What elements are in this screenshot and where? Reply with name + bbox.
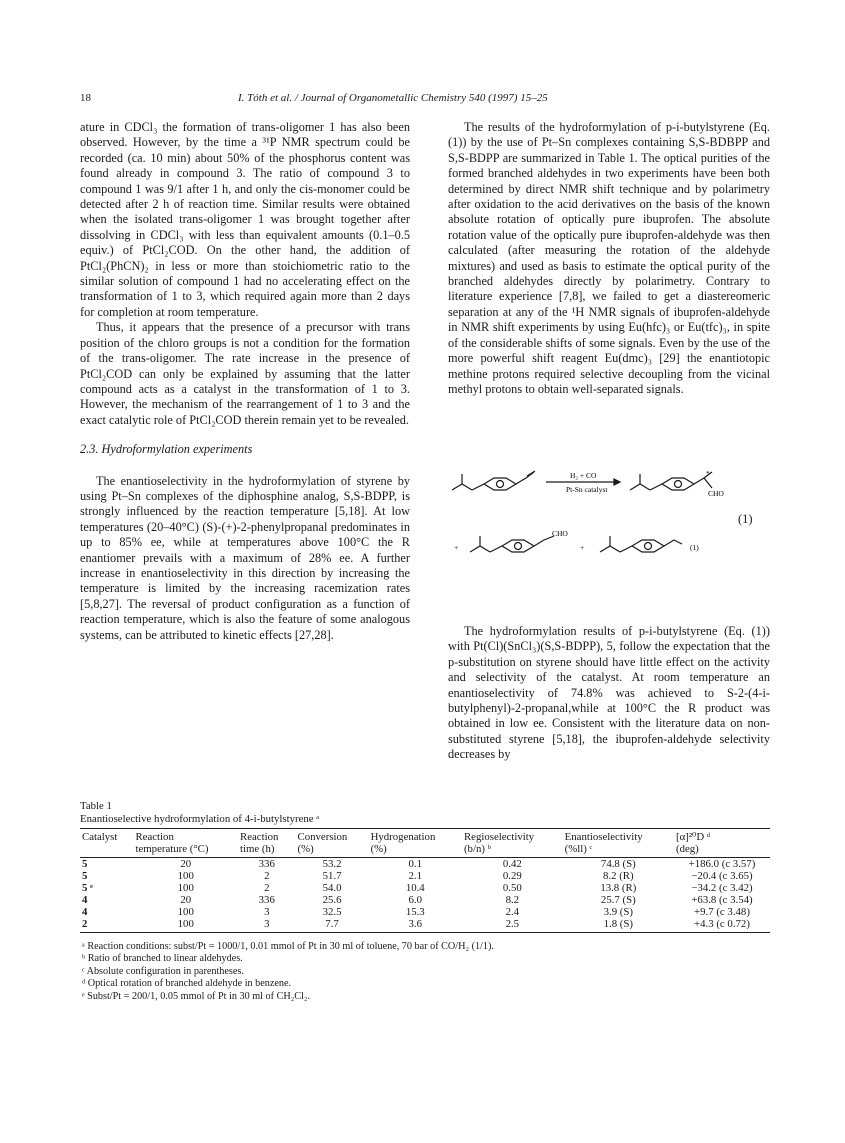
reaction-scheme: [450, 470, 770, 600]
right-paragraph-2: The hydroformylation results of p-i-butylstyrene (Eq. (1)) with Pt(Cl)(SnCl₃)(S,S-BDPP), 5, follow the expectation that the p-substitution on styrene should have little effect on the activity and selectivity of the catalyst. At room temperature an enantioselectivity of 74.8% was achieved to S-2-(4-i-butylphenyl)-2-propanal,while at 100°C the R product was obtained in low ee. Consistent with the literature data on non-substituted styrene [5,18], the ibuprofen-aldehyde selectivity decreases by: [448, 624, 770, 762]
table-cell: 3.9 (S): [603, 906, 634, 918]
table-header: time (h): [238, 843, 296, 858]
table-cell: 2.1: [408, 870, 423, 882]
table-cell: 15.3: [405, 906, 425, 918]
table-cell: 0.1: [408, 858, 423, 870]
table-cell: 13.8 (R): [600, 882, 637, 894]
table-cell: 5: [82, 858, 88, 870]
table-cell: 2.4: [505, 906, 520, 918]
table-cell: 8.2: [505, 894, 520, 906]
table-header: Hydrogenation: [369, 829, 462, 844]
left-column: [80, 120, 410, 643]
table-cell: 2.5: [462, 918, 563, 933]
table-cell: 20: [180, 894, 192, 906]
left-paragraph-2: Thus, it appears that the presence of a precursor with trans position of the chloro groups is not a condition for the formation of the trans-oligomer. The rate increase in the presence of PtCl₂COD can only be explained by assuming that the latter compound acts as a catalyst in the transformation of 1 to 3. However, the mechanism of the rearrangement of 1 to 3 and the exact catalytic role of PtCl₂COD therein remain yet to be revealed.: [80, 320, 410, 427]
table-cell: 3: [238, 918, 296, 933]
table-header: Enantioselectivity: [563, 829, 674, 844]
table-cell: 3.6: [369, 918, 462, 933]
table-header: [α]²⁰D ᵈ: [674, 829, 770, 844]
table-header: temperature (°C): [133, 843, 238, 858]
table-row: [80, 906, 770, 918]
table-header: (%ll) ᶜ: [563, 843, 674, 858]
table-row: [80, 894, 770, 906]
table-row: [80, 918, 770, 933]
linear-product-structure: [470, 536, 554, 552]
catalyst-label: Pt-Sn catalyst: [566, 485, 608, 494]
reagents-label: H₂ + CO: [570, 471, 597, 480]
footnote-c: ᶜ Absolute configuration in parentheses.: [82, 965, 244, 977]
footnote-d: ᵈ Optical rotation of branched aldehyde in benzene.: [82, 978, 292, 990]
section-title: 2.3. Hydroformylation experiments: [80, 442, 253, 457]
running-title: I. Tóth et al. / Journal of Organometallic Chemistry 540 (1997) 15–25: [238, 92, 548, 104]
table-cell: 74.8 (S): [600, 858, 636, 870]
table-cell: 25.6: [322, 894, 342, 906]
table-cell: 51.7: [322, 870, 342, 882]
table-header: Regioselectivity: [462, 829, 563, 844]
results-table: [80, 828, 770, 933]
table-cell: 4: [82, 906, 88, 918]
table-cell: 0.50: [502, 882, 522, 894]
table-cell: 100: [133, 918, 238, 933]
table-cell: 2: [264, 882, 270, 894]
table-header: (b/n) ᵇ: [462, 843, 563, 858]
table-caption: Enantioselective hydroformylation of 4-i-butylstyrene ᵃ: [80, 813, 320, 825]
table-cell: +63.8 (c 3.54): [691, 894, 753, 906]
table-cell: 0.42: [502, 858, 522, 870]
table-cell: +186.0 (c 3.57): [688, 858, 756, 870]
table-cell: +9.7 (c 3.48): [694, 906, 750, 918]
right-column: [448, 120, 770, 397]
table-cell: 8.2 (R): [603, 870, 634, 882]
cho-label-linear: CHO: [552, 529, 568, 538]
table-cell: 2: [264, 870, 270, 882]
star-label: *: [706, 470, 710, 478]
table-header-row-2: [80, 843, 770, 858]
table-row: [80, 858, 770, 871]
equation-number: (1): [738, 512, 753, 526]
left-paragraph-1: ature in CDCl₃ the formation of trans-oligomer 1 has also been observed. However, by the time a ³¹P NMR spectrum could be recorded (ca. 10 min) about 50% of the phosphorus content was found already in compound 3. The ratio of compound 3 to compound 1 was 9/1 after 1 h, and only the cis-monomer could be detected after 2 h of reaction time. Similar results were obtained when the isolated trans-oligomer 1 was brought together after dissolving in CDCl₃ with less than equivalent amounts (0.1–0.5 equiv.) of PtCl₂COD. On the other hand, the addition of PtCl₂(PhCN)₂ in less or more than stoichiometric ratio to the similar solution of compound 1 had no accelerating effect on the transformation of 1 to 3, which required again more than 2 days for completion at room temperature.: [80, 120, 410, 319]
footnote-b: ᵇ Ratio of branched to linear aldehydes.: [82, 953, 243, 965]
table-cell: 25.7 (S): [600, 894, 636, 906]
table-cell: 100: [177, 882, 194, 894]
table-header: Catalyst: [80, 829, 133, 844]
table-cell: 2: [80, 918, 133, 933]
table-cell: 336: [258, 894, 275, 906]
cho-label-branched: CHO: [708, 489, 724, 498]
footnote-e: ᵉ Subst/Pt = 200/1, 0.05 mmol of Pt in 30 ml of CH₂Cl₂.: [82, 990, 311, 1002]
table-cell: 5: [82, 870, 88, 882]
table-cell: 4: [82, 894, 88, 906]
small-equation-number: (1): [690, 543, 699, 552]
page-number: 18: [80, 92, 91, 104]
table-header: Conversion: [296, 829, 369, 844]
table-cell: 100: [177, 906, 194, 918]
table-cell: 6.0: [408, 894, 423, 906]
plus-sign-2: +: [580, 543, 585, 552]
hydrogenation-product-structure: [600, 536, 682, 552]
table-footnotes: [80, 941, 770, 1003]
branched-product-structure: [630, 472, 712, 490]
table-cell: 0.29: [502, 870, 522, 882]
table-cell: −34.2 (c 3.42): [691, 882, 753, 894]
table-cell: 1.8 (S): [563, 918, 674, 933]
results-table-block: [80, 800, 770, 1003]
table-cell: 20: [180, 858, 192, 870]
table-row: [80, 882, 770, 894]
table-cell: 54.0: [322, 882, 342, 894]
table-header: (%): [296, 843, 369, 858]
table-header-row-1: [80, 829, 770, 844]
table-header: (%): [369, 843, 462, 858]
left-paragraph-3: The enantioselectivity in the hydroformylation of styrene by using Pt–Sn complexes of the diphosphine analog, S,S-BDPP, is strongly influenced by the reaction temperature [5,18]. At low temperatures (20–40°C) (S)-(+)-2-phenylpropanal predominates in up to 85% ee, while at temperatures above 100°C the R enantiomer prevails with a maximum of 28% ee. A further increase in enantioselectivity in this direction by increasing the temperature is limited by the increasing racemization rates [5,8,27]. The reversal of product configuration as a function of reaction temperature, which is also the feature of some analogous systems, can be attributed to kinetic effects [27,28].: [80, 473, 410, 642]
right-paragraph-1: The results of the hydroformylation of p-i-butylstyrene (Eq. (1)) by the use of Pt–Sn complexes containing S,S-BDBPP and S,S-BDPP are summarized in Table 1. The optical purities of the formed branched aldehydes in two experiments have been both determined by direct NMR shift technique and by polarimetry after oxidation to the acid derivatives on the basis of the known absolute rotation of optically pure ibuprofen. The absolute rotation value of the optically pure ibuprofen-aldehyde was then calculated (after measuring the rotation of the aldehyde mixtures) and used as basis to estimate the optical purity of the branched aldehydes directly by polarimetry. Contrary to literature experience [7,8], we failed to get a diastereomeric separation at any of the ¹H NMR signals of ibuprofen-aldehyde in NMR shift experiments by using Eu(hfc)₃ or Eu(tfc)₃, in spite of the considerable shifts of some signals. Even by the use of the more powerful shift reagent Eu(dmc)₃ [29] the enantiotopic methine protons required selective decoupling from the vicinal methyl protons to obtain well-separated signals.: [448, 120, 770, 396]
table-cell: 5 ᵉ: [82, 882, 93, 894]
table-cell: 53.2: [322, 858, 342, 870]
table-cell: 32.5: [322, 906, 342, 918]
table-header: Reaction: [238, 829, 296, 844]
table-header: [80, 843, 133, 858]
table-cell: 3: [264, 906, 270, 918]
table-label: Table 1: [80, 800, 112, 812]
table-cell: −20.4 (c 3.65): [691, 870, 753, 882]
table-cell: 100: [177, 870, 194, 882]
table-header: (deg): [674, 843, 770, 858]
table-cell: +4.3 (c 0.72): [674, 918, 770, 933]
plus-sign-1: +: [454, 543, 459, 552]
table-cell: 10.4: [405, 882, 425, 894]
table-cell: 336: [258, 858, 275, 870]
table-cell: 7.7: [296, 918, 369, 933]
footnote-a: ᵃ Reaction conditions: subst/Pt = 1000/1, 0.01 mmol of Pt in 30 ml of toluene, 70 bar of CO/H₂ (1/1).: [82, 941, 494, 952]
table-row: [80, 870, 770, 882]
table-header: Reaction: [133, 829, 238, 844]
right-column-lower: [448, 624, 770, 763]
reactant-structure: [452, 471, 535, 490]
